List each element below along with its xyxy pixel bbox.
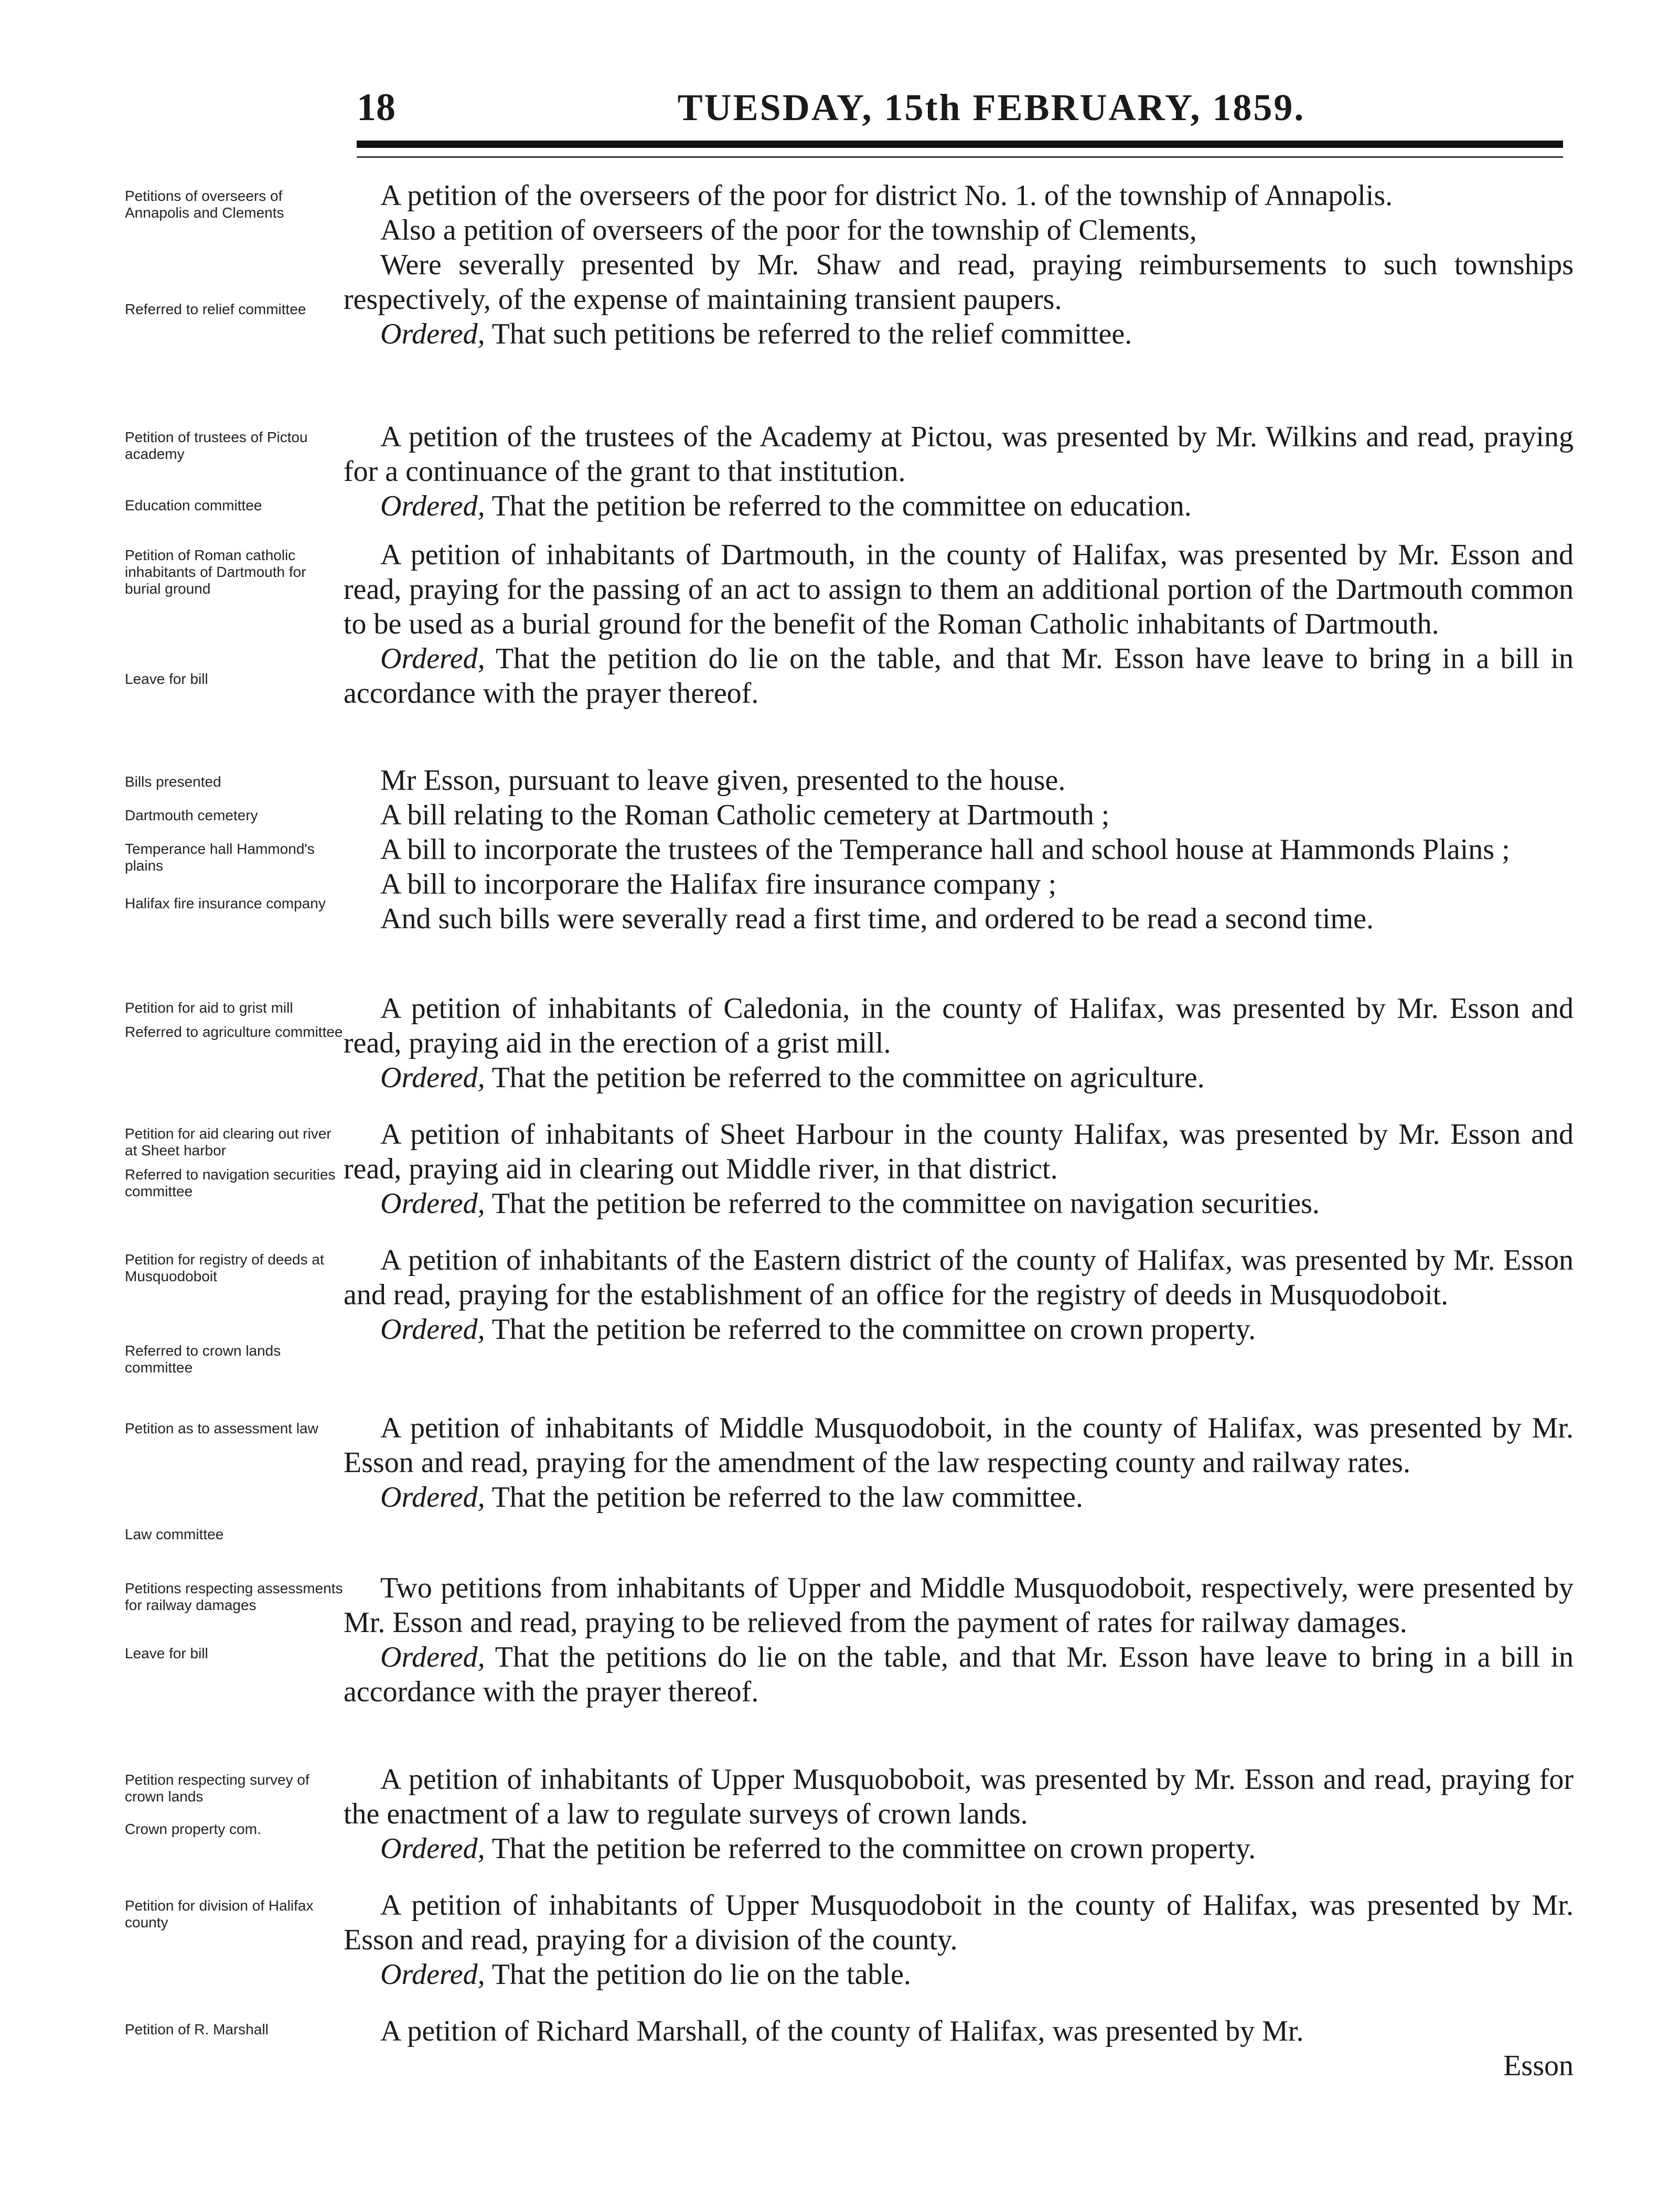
margin-notes	[125, 1000, 345, 1040]
paragraph: A bill to incorporate the trustees of the Temperance hall and school house at Hammonds Plains ;	[380, 833, 1510, 866]
ordered-label: Ordered,	[380, 318, 485, 350]
margin-note: Petition respecting survey of crown lands	[125, 1772, 309, 1805]
margin-notes	[125, 547, 345, 688]
ordered-label: Ordered,	[380, 1187, 485, 1220]
margin-note: Petition for aid clearing out river at Sheet harbor	[125, 1125, 331, 1158]
margin-note: Petition of trustees of Pictou academy	[125, 429, 308, 462]
paragraph	[344, 1640, 1574, 1709]
margin-note: Petition of Roman catholic inhabitants of Dartmouth for burial ground	[125, 547, 306, 597]
paragraph	[344, 489, 1574, 523]
paragraph: Were severally presented by Mr. Shaw and read, praying reimbursements to such townships respectively, of the expense of maintaining transient paupers.	[344, 249, 1574, 316]
margin-note: Leave for bill	[125, 1645, 208, 1661]
entry-body	[344, 1117, 1574, 1221]
margin-note: Referred to navigation securities committee	[125, 1166, 336, 1199]
entry-body	[344, 1571, 1574, 1709]
margin-notes	[125, 1251, 345, 1376]
paragraph: A petition of inhabitants of Dartmouth, in the county of Halifax, was presented by Mr. Esson and read, praying for the passing of an act to assign to them an additional portion of the Dartmouth common to be used as a burial ground for the benefit of the Roman Catholic inhabitants of Dartmouth.	[344, 539, 1574, 640]
paragraph	[344, 1480, 1574, 1515]
margin-note: Petitions of overseers of Annapolis and Clements	[125, 188, 284, 221]
header-rule	[357, 141, 1563, 148]
paragraph: Two petitions from inhabitants of Upper and Middle Musquodoboit, respectively, were presented by Mr. Esson and read, praying to be relieved from the payment of rates for railway damages.	[344, 1572, 1574, 1639]
margin-note: Crown property com.	[125, 1821, 261, 1837]
paragraph	[344, 317, 1574, 351]
ordered-label: Ordered,	[380, 1641, 485, 1673]
catchword: Esson	[1503, 2050, 1574, 2082]
margin-notes	[125, 774, 345, 912]
page-header	[346, 79, 1563, 136]
ordered-label: Ordered,	[380, 642, 485, 675]
margin-note: Leave for bill	[125, 671, 208, 687]
ordered-label: Ordered,	[380, 1832, 485, 1865]
margin-notes	[125, 1125, 345, 1200]
paragraph-text: That the petition be referred to the committee on education.	[485, 490, 1192, 522]
entry-body	[344, 1411, 1574, 1515]
margin-note: Bills presented	[125, 774, 221, 790]
ordered-label: Ordered,	[380, 1061, 485, 1094]
entry-body	[344, 991, 1574, 1095]
paragraph	[344, 641, 1574, 711]
paragraph: A petition of the trustees of the Academy at Pictou, was presented by Mr. Wilkins and read, praying for a continuance of the grant to that institution.	[344, 421, 1574, 488]
paragraph-text: That the petition do lie on the table, and that Mr. Esson have leave to bring in a bill in accordance with the prayer thereof.	[344, 642, 1574, 710]
paragraph: A petition of inhabitants of Upper Musquoboboit, was presented by Mr. Esson and read, praying for the enactment of a law to regulate surveys of crown lands.	[344, 1763, 1574, 1830]
page-number: 18	[357, 86, 395, 129]
margin-notes	[125, 1897, 345, 1931]
margin-note: Temperance hall Hammond's plains	[125, 841, 315, 874]
margin-note: Petition of R. Marshall	[125, 2021, 269, 2037]
margin-note: Halifax fire insurance company	[125, 895, 326, 911]
paragraph: A petition of Richard Marshall, of the county of Halifax, was presented by Mr.	[380, 2015, 1304, 2047]
paragraph: A petition of inhabitants of the Eastern district of the county of Halifax, was presented by Mr. Esson and read, praying for the establishment of an office for the registry of deeds in Musquodoboit.	[344, 1244, 1574, 1311]
margin-notes	[125, 1420, 345, 1543]
margin-note: Referred to crown lands committee	[125, 1343, 281, 1376]
entry-body	[344, 1762, 1574, 1866]
entry-body	[344, 2014, 1574, 2083]
margin-note: Petition for registry of deeds at Musquodoboit	[125, 1251, 324, 1284]
entry-body	[344, 763, 1574, 936]
ordered-label: Ordered,	[380, 1313, 485, 1346]
margin-note: Petitions respecting assessments for railway damages	[125, 1580, 343, 1613]
margin-notes	[125, 2021, 345, 2038]
margin-notes	[125, 1580, 345, 1662]
margin-notes	[125, 188, 345, 318]
margin-note: Law committee	[125, 1526, 224, 1542]
entry-body	[344, 420, 1574, 523]
entry-body	[344, 1243, 1574, 1347]
ordered-label: Ordered,	[380, 1481, 485, 1514]
paragraph: Mr Esson, pursuant to leave given, presented to the house.	[380, 764, 1066, 797]
entry-body	[344, 538, 1574, 711]
paragraph	[344, 1831, 1574, 1866]
margin-notes	[125, 1772, 345, 1838]
paragraph-text: That the petition be referred to the committee on navigation securities.	[485, 1187, 1320, 1220]
margin-note: Petition as to assessment law	[125, 1420, 318, 1436]
paragraph-text: That the petition do lie on the table.	[485, 1958, 911, 1991]
header-rule-thin	[357, 156, 1563, 158]
paragraph	[344, 1312, 1574, 1347]
entry-body	[344, 178, 1574, 351]
paragraph: Also a petition of overseers of the poor for the township of Clements,	[380, 214, 1197, 246]
margin-note: Referred to relief committee	[125, 301, 306, 317]
page-title: TUESDAY, 15th FEBRUARY, 1859.	[677, 87, 1306, 128]
margin-note: Petition for aid to grist mill	[125, 1000, 293, 1016]
paragraph: A petition of inhabitants of Upper Musquodoboit in the county of Halifax, was presented by Mr. Esson and read, praying for a division of the county.	[344, 1889, 1574, 1956]
margin-note: Petition for division of Halifax county	[125, 1897, 314, 1930]
paragraph-text: That the petition be referred to the committee on agriculture.	[485, 1061, 1205, 1094]
paragraph-text: That the petition be referred to the committee on crown property.	[485, 1313, 1256, 1346]
paragraph-text: That the petition be referred to the law committee.	[485, 1481, 1083, 1514]
paragraph: A petition of inhabitants of Caledonia, in the county of Halifax, was presented by Mr. Esson and read, praying aid in the erection of a grist mill.	[344, 992, 1574, 1059]
paragraph: A petition of the overseers of the poor for district No. 1. of the township of Annapolis.	[380, 179, 1393, 212]
margin-notes	[125, 429, 345, 514]
paragraph: A bill relating to the Roman Catholic cemetery at Dartmouth ;	[380, 799, 1110, 831]
paragraph: A petition of inhabitants of Sheet Harbour in the county Halifax, was presented by Mr. Esson and read, praying aid in clearing out Middle river, in that district.	[344, 1118, 1574, 1185]
paragraph	[344, 1957, 1574, 1992]
paragraph: A petition of inhabitants of Middle Musquodoboit, in the county of Halifax, was presented by Mr. Esson and read, praying for the amendment of the law respecting county and railway rates.	[344, 1412, 1574, 1479]
margin-note: Dartmouth cemetery	[125, 807, 258, 823]
paragraph	[344, 1186, 1574, 1221]
paragraph: And such bills were severally read a first time, and ordered to be read a second time.	[380, 903, 1374, 935]
paragraph-text: That such petitions be referred to the relief committee.	[485, 318, 1132, 350]
entry-body	[344, 1888, 1574, 1992]
paragraph-text: That the petition be referred to the committee on crown property.	[485, 1832, 1256, 1865]
paragraph-text: That the petitions do lie on the table, and that Mr. Esson have leave to bring in a bill in accordance with the prayer thereof.	[344, 1641, 1574, 1708]
ordered-label: Ordered,	[380, 1958, 485, 1991]
margin-note: Referred to agriculture committee	[125, 1024, 343, 1040]
margin-note: Education committee	[125, 497, 262, 513]
paragraph: A bill to incorporare the Halifax fire insurance company ;	[380, 868, 1057, 900]
ordered-label: Ordered,	[380, 490, 485, 522]
paragraph	[344, 1060, 1574, 1095]
